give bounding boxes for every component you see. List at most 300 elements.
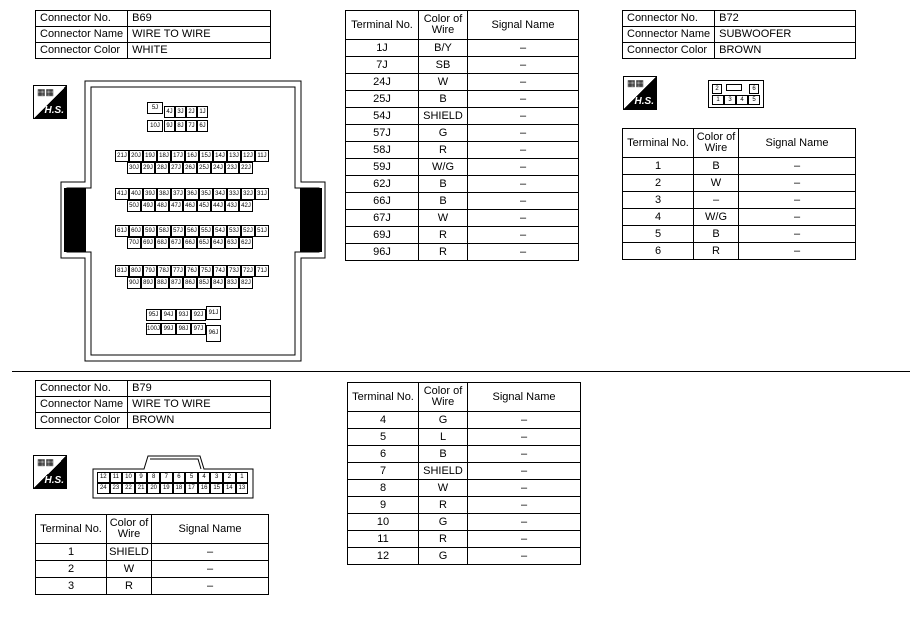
table-row xyxy=(346,244,579,261)
connector-pin: 6 xyxy=(173,472,186,483)
connector-pin: 54J xyxy=(213,225,227,237)
connector-pin: 79J xyxy=(143,265,157,277)
connector-pin: 76J xyxy=(185,265,199,277)
wire-color-cell: G xyxy=(419,125,468,142)
connector-pin: 1 xyxy=(236,472,249,483)
connector-pin: 41J xyxy=(115,188,129,200)
signal-cell: – xyxy=(468,446,581,463)
wire-color-cell: B xyxy=(694,158,739,175)
header-signal: Signal Name xyxy=(739,129,856,158)
connector-pin: 4J xyxy=(164,106,175,118)
connector-pin: 4 xyxy=(198,472,211,483)
wire-color-cell: R xyxy=(419,244,468,261)
connector-pin: 31J xyxy=(255,188,269,200)
connector-pin: 16J xyxy=(185,150,199,162)
wire-color-cell: L xyxy=(419,429,468,446)
wire-color-cell: – xyxy=(694,192,739,209)
signal-cell: – xyxy=(152,544,269,561)
b72-latch xyxy=(726,84,742,91)
terminal-cell: 62J xyxy=(346,176,419,193)
table-row xyxy=(348,531,581,548)
connector-pin: 4 xyxy=(736,95,748,105)
header-color: Color of Wire xyxy=(419,383,468,412)
b79-terminal-table-right xyxy=(347,382,581,565)
signal-cell: – xyxy=(739,175,856,192)
table-row xyxy=(348,463,581,480)
connector-pin: 11 xyxy=(110,472,123,483)
connector-pin: 8 xyxy=(147,472,160,483)
wire-color-cell: W/G xyxy=(694,209,739,226)
wire-color-cell: W xyxy=(107,561,152,578)
connector-pin: 39J xyxy=(143,188,157,200)
terminal-cell: 5 xyxy=(348,429,419,446)
connector-pin: 5 xyxy=(185,472,198,483)
header-signal: Signal Name xyxy=(152,515,269,544)
connector-pin: 3J xyxy=(175,106,186,118)
signal-cell: – xyxy=(468,480,581,497)
signal-cell: – xyxy=(468,108,579,125)
terminal-cell: 7 xyxy=(348,463,419,480)
connector-pin: 20 xyxy=(147,483,160,494)
connector-pin: 10 xyxy=(122,472,135,483)
connector-pin: 17 xyxy=(185,483,198,494)
wire-color-cell: R xyxy=(419,531,468,548)
wire-color-cell: G xyxy=(419,514,468,531)
connector-pin: 60J xyxy=(129,225,143,237)
connector-pin: 82J xyxy=(239,277,253,289)
table-row xyxy=(346,91,579,108)
connector-pin: 97J xyxy=(191,323,206,335)
connector-pin: 15 xyxy=(210,483,223,494)
table-row xyxy=(623,175,856,192)
connector-pin: 32J xyxy=(241,188,255,200)
table-row xyxy=(348,480,581,497)
table-row xyxy=(346,176,579,193)
info-key: Connector No. xyxy=(623,11,715,27)
connector-pin: 87J xyxy=(169,277,183,289)
connector-pin: 52J xyxy=(241,225,255,237)
b69-connector-face xyxy=(60,80,326,362)
connector-pin: 78J xyxy=(157,265,171,277)
terminal-cell: 1 xyxy=(36,544,107,561)
header-color: Color of Wire xyxy=(419,11,468,40)
connector-pin: 14J xyxy=(213,150,227,162)
connector-pin: 59J xyxy=(143,225,157,237)
signal-cell: – xyxy=(468,429,581,446)
wire-color-cell: G xyxy=(419,548,468,565)
connector-pin: 2J xyxy=(186,106,197,118)
connector-pin: 49J xyxy=(141,200,155,212)
terminal-cell: 5 xyxy=(623,226,694,243)
connector-pin: 12J xyxy=(241,150,255,162)
signal-cell: – xyxy=(468,463,581,480)
signal-cell: – xyxy=(468,125,579,142)
connector-pin: 27J xyxy=(169,162,183,174)
connector-pin: 7 xyxy=(160,472,173,483)
header-terminal: Terminal No. xyxy=(346,11,419,40)
harness-icon: ▦▦ xyxy=(37,457,55,467)
table-row xyxy=(346,57,579,74)
table-row xyxy=(348,548,581,565)
terminal-cell: 67J xyxy=(346,210,419,227)
info-value: B79 xyxy=(128,381,271,397)
connector-pin: 92J xyxy=(191,309,206,321)
table-row xyxy=(346,210,579,227)
connector-pin: 35J xyxy=(199,188,213,200)
connector-pin: 73J xyxy=(227,265,241,277)
wire-color-cell: W xyxy=(694,175,739,192)
info-key: Connector Name xyxy=(36,397,128,413)
connector-pin: 6J xyxy=(197,120,208,132)
connector-pin: 77J xyxy=(171,265,185,277)
connector-pin: 2 xyxy=(712,84,722,94)
connector-pin: 36J xyxy=(185,188,199,200)
connector-pin: 63J xyxy=(225,237,239,249)
connector-pin: 58J xyxy=(157,225,171,237)
wire-color-cell: B xyxy=(694,226,739,243)
connector-pin: 17J xyxy=(171,150,185,162)
wire-color-cell: SHIELD xyxy=(419,108,468,125)
connector-pin: 40J xyxy=(129,188,143,200)
connector-pin: 96J xyxy=(206,325,221,342)
connector-pin: 90J xyxy=(127,277,141,289)
table-row xyxy=(36,544,269,561)
connector-pin: 23 xyxy=(110,483,123,494)
table-row xyxy=(623,226,856,243)
connector-pin: 11J xyxy=(255,150,269,162)
signal-cell: – xyxy=(739,226,856,243)
connector-pin: 5J xyxy=(147,102,163,114)
info-value: WIRE TO WIRE xyxy=(128,27,271,43)
connector-pin: 19 xyxy=(160,483,173,494)
wire-color-cell: B xyxy=(419,446,468,463)
info-value: WIRE TO WIRE xyxy=(128,397,271,413)
connector-pin: 26J xyxy=(183,162,197,174)
connector-pin: 3 xyxy=(210,472,223,483)
connector-pin: 91J xyxy=(206,306,221,320)
signal-cell: – xyxy=(468,193,579,210)
connector-pin: 33J xyxy=(227,188,241,200)
wire-color-cell: B xyxy=(419,176,468,193)
info-value: B69 xyxy=(128,11,271,27)
wire-color-cell: R xyxy=(419,142,468,159)
b79-hs-icon xyxy=(33,455,67,489)
connector-pin: 37J xyxy=(171,188,185,200)
connector-pin: 22 xyxy=(122,483,135,494)
terminal-cell: 96J xyxy=(346,244,419,261)
info-key: Connector Name xyxy=(623,27,715,43)
terminal-cell: 25J xyxy=(346,91,419,108)
connector-pin: 61J xyxy=(115,225,129,237)
connector-pin: 51J xyxy=(255,225,269,237)
signal-cell: – xyxy=(468,176,579,193)
terminal-cell: 69J xyxy=(346,227,419,244)
terminal-cell: 54J xyxy=(346,108,419,125)
connector-pin: 24 xyxy=(97,483,110,494)
b72-info-table xyxy=(622,10,856,59)
connector-pin: 24J xyxy=(211,162,225,174)
terminal-cell: 7J xyxy=(346,57,419,74)
connector-pin: 65J xyxy=(197,237,211,249)
table-row xyxy=(346,125,579,142)
wire-color-cell: W xyxy=(419,480,468,497)
connector-pin: 42J xyxy=(239,200,253,212)
signal-cell: – xyxy=(468,210,579,227)
side-code xyxy=(0,554,1,602)
signal-cell: – xyxy=(468,227,579,244)
table-row xyxy=(346,74,579,91)
connector-pin: 15J xyxy=(199,150,213,162)
connector-pin: 5 xyxy=(748,95,760,105)
terminal-cell: 1J xyxy=(346,40,419,57)
table-row xyxy=(623,243,856,260)
signal-cell: – xyxy=(468,74,579,91)
connector-pin: 19J xyxy=(143,150,157,162)
connector-pin: 1J xyxy=(197,106,208,118)
signal-cell: – xyxy=(468,57,579,74)
signal-cell: – xyxy=(468,514,581,531)
wire-color-cell: SHIELD xyxy=(107,544,152,561)
terminal-cell: 9 xyxy=(348,497,419,514)
terminal-cell: 6 xyxy=(348,446,419,463)
wire-color-cell: R xyxy=(419,227,468,244)
connector-pin: 84J xyxy=(211,277,225,289)
connector-pin: 88J xyxy=(155,277,169,289)
wire-color-cell: R xyxy=(419,497,468,514)
terminal-cell: 2 xyxy=(623,175,694,192)
signal-cell: – xyxy=(468,142,579,159)
info-key: Connector No. xyxy=(36,381,128,397)
section-divider xyxy=(12,371,910,372)
b79-terminal-table-left xyxy=(35,514,269,595)
signal-cell: – xyxy=(152,578,269,595)
header-terminal: Terminal No. xyxy=(348,383,419,412)
signal-cell: – xyxy=(152,561,269,578)
terminal-cell: 8 xyxy=(348,480,419,497)
connector-pin: 55J xyxy=(199,225,213,237)
connector-pin: 1 xyxy=(712,95,724,105)
connector-pin: 64J xyxy=(211,237,225,249)
table-row xyxy=(348,412,581,429)
terminal-cell: 66J xyxy=(346,193,419,210)
signal-cell: – xyxy=(468,497,581,514)
harness-icon: ▦▦ xyxy=(37,87,55,97)
signal-cell: – xyxy=(739,192,856,209)
wire-color-cell: W xyxy=(419,74,468,91)
table-row xyxy=(346,227,579,244)
wire-color-cell: G xyxy=(419,412,468,429)
info-value: BROWN xyxy=(715,43,856,59)
signal-cell: – xyxy=(468,531,581,548)
signal-cell: – xyxy=(468,91,579,108)
table-row xyxy=(36,578,269,595)
terminal-cell: 6 xyxy=(623,243,694,260)
connector-pin: 85J xyxy=(197,277,211,289)
table-row xyxy=(346,142,579,159)
connector-pin: 16 xyxy=(198,483,211,494)
connector-pin: 45J xyxy=(197,200,211,212)
connector-pin: 57J xyxy=(171,225,185,237)
wire-color-cell: R xyxy=(107,578,152,595)
info-value: WHITE xyxy=(128,43,271,59)
signal-cell: – xyxy=(468,159,579,176)
connector-pin: 71J xyxy=(255,265,269,277)
connector-pin: 18 xyxy=(173,483,186,494)
b69-info-table xyxy=(35,10,271,59)
terminal-cell: 24J xyxy=(346,74,419,91)
wire-color-cell: B/Y xyxy=(419,40,468,57)
terminal-cell: 59J xyxy=(346,159,419,176)
terminal-cell: 58J xyxy=(346,142,419,159)
connector-pin: 50J xyxy=(127,200,141,212)
connector-pin: 23J xyxy=(225,162,239,174)
b72-hs-icon xyxy=(623,76,657,110)
signal-cell: – xyxy=(468,548,581,565)
connector-pin: 13J xyxy=(227,150,241,162)
header-terminal: Terminal No. xyxy=(623,129,694,158)
connector-pin: 7J xyxy=(186,120,197,132)
signal-cell: – xyxy=(468,40,579,57)
connector-pin: 14 xyxy=(223,483,236,494)
connector-pin: 12 xyxy=(97,472,110,483)
header-signal: Signal Name xyxy=(468,11,579,40)
connector-pin: 9J xyxy=(164,120,175,132)
connector-pin: 69J xyxy=(141,237,155,249)
table-row xyxy=(623,192,856,209)
table-row xyxy=(348,497,581,514)
connector-pin: 28J xyxy=(155,162,169,174)
signal-cell: – xyxy=(468,412,581,429)
table-row xyxy=(346,193,579,210)
connector-pin: 81J xyxy=(115,265,129,277)
table-row xyxy=(36,561,269,578)
connector-pin: 67J xyxy=(169,237,183,249)
connector-pin: 70J xyxy=(127,237,141,249)
info-key: Connector Name xyxy=(36,27,128,43)
table-row xyxy=(623,158,856,175)
b72-terminal-table xyxy=(622,128,856,260)
wire-color-cell: SB xyxy=(419,57,468,74)
connector-pin: 3 xyxy=(724,95,736,105)
connector-pin: 75J xyxy=(199,265,213,277)
table-row xyxy=(348,429,581,446)
connector-pin: 46J xyxy=(183,200,197,212)
wire-color-cell: B xyxy=(419,193,468,210)
terminal-cell: 57J xyxy=(346,125,419,142)
table-row xyxy=(348,514,581,531)
terminal-cell: 12 xyxy=(348,548,419,565)
connector-pin: 47J xyxy=(169,200,183,212)
connector-pin: 74J xyxy=(213,265,227,277)
connector-pin: 20J xyxy=(129,150,143,162)
connector-pin: 43J xyxy=(225,200,239,212)
terminal-cell: 4 xyxy=(348,412,419,429)
terminal-cell: 3 xyxy=(36,578,107,595)
b79-info-table xyxy=(35,380,271,429)
connector-pin: 83J xyxy=(225,277,239,289)
header-terminal: Terminal No. xyxy=(36,515,107,544)
connector-pin: 30J xyxy=(127,162,141,174)
connector-pin: 62J xyxy=(239,237,253,249)
connector-pin: 89J xyxy=(141,277,155,289)
connector-pin: 34J xyxy=(213,188,227,200)
b72-connector-face xyxy=(708,80,764,108)
connector-pin: 38J xyxy=(157,188,171,200)
connector-pin: 10J xyxy=(147,120,163,132)
harness-icon: ▦▦ xyxy=(627,78,645,88)
hs-label: H.S. xyxy=(44,475,64,486)
info-value: SUBWOOFER xyxy=(715,27,856,43)
header-color: Color of Wire xyxy=(107,515,152,544)
connector-pin: 80J xyxy=(129,265,143,277)
table-row xyxy=(346,159,579,176)
wire-color-cell: W xyxy=(419,210,468,227)
connector-pin: 95J xyxy=(146,309,161,321)
info-key: Connector Color xyxy=(36,43,128,59)
connector-pin: 48J xyxy=(155,200,169,212)
info-key: Connector Color xyxy=(623,43,715,59)
connector-pin: 13 xyxy=(236,483,249,494)
connector-pin: 86J xyxy=(183,277,197,289)
connector-pin: 9 xyxy=(135,472,148,483)
table-row xyxy=(623,209,856,226)
signal-cell: – xyxy=(739,243,856,260)
connector-pin: 100J xyxy=(146,323,161,335)
connector-pin: 22J xyxy=(239,162,253,174)
signal-cell: – xyxy=(739,158,856,175)
connector-pin: 98J xyxy=(176,323,191,335)
terminal-cell: 2 xyxy=(36,561,107,578)
wire-color-cell: SHIELD xyxy=(419,463,468,480)
header-signal: Signal Name xyxy=(468,383,581,412)
terminal-cell: 11 xyxy=(348,531,419,548)
wire-color-cell: R xyxy=(694,243,739,260)
wire-color-cell: B xyxy=(419,91,468,108)
b79-connector-face xyxy=(92,455,254,499)
info-value: BROWN xyxy=(128,413,271,429)
signal-cell: – xyxy=(739,209,856,226)
hs-label: H.S. xyxy=(634,96,654,107)
terminal-cell: 1 xyxy=(623,158,694,175)
terminal-cell: 4 xyxy=(623,209,694,226)
info-key: Connector No. xyxy=(36,11,128,27)
connector-pin: 56J xyxy=(185,225,199,237)
connector-pin: 21J xyxy=(115,150,129,162)
signal-cell: – xyxy=(468,244,579,261)
table-row xyxy=(346,108,579,125)
hs-label: H.S. xyxy=(44,105,64,116)
info-value: B72 xyxy=(715,11,856,27)
table-row xyxy=(346,40,579,57)
connector-pin: 72J xyxy=(241,265,255,277)
terminal-cell: 3 xyxy=(623,192,694,209)
table-row xyxy=(348,446,581,463)
connector-pin: 2 xyxy=(223,472,236,483)
connector-pin: 21 xyxy=(135,483,148,494)
connector-pin: 53J xyxy=(227,225,241,237)
connector-pin: 6 xyxy=(749,84,759,94)
wire-color-cell: W/G xyxy=(419,159,468,176)
connector-pin: 25J xyxy=(197,162,211,174)
header-color: Color of Wire xyxy=(694,129,739,158)
connector-pin: 18J xyxy=(157,150,171,162)
terminal-cell: 10 xyxy=(348,514,419,531)
connector-pin: 93J xyxy=(176,309,191,321)
info-key: Connector Color xyxy=(36,413,128,429)
connector-pin: 99J xyxy=(161,323,176,335)
connector-pin: 66J xyxy=(183,237,197,249)
connector-pin: 68J xyxy=(155,237,169,249)
